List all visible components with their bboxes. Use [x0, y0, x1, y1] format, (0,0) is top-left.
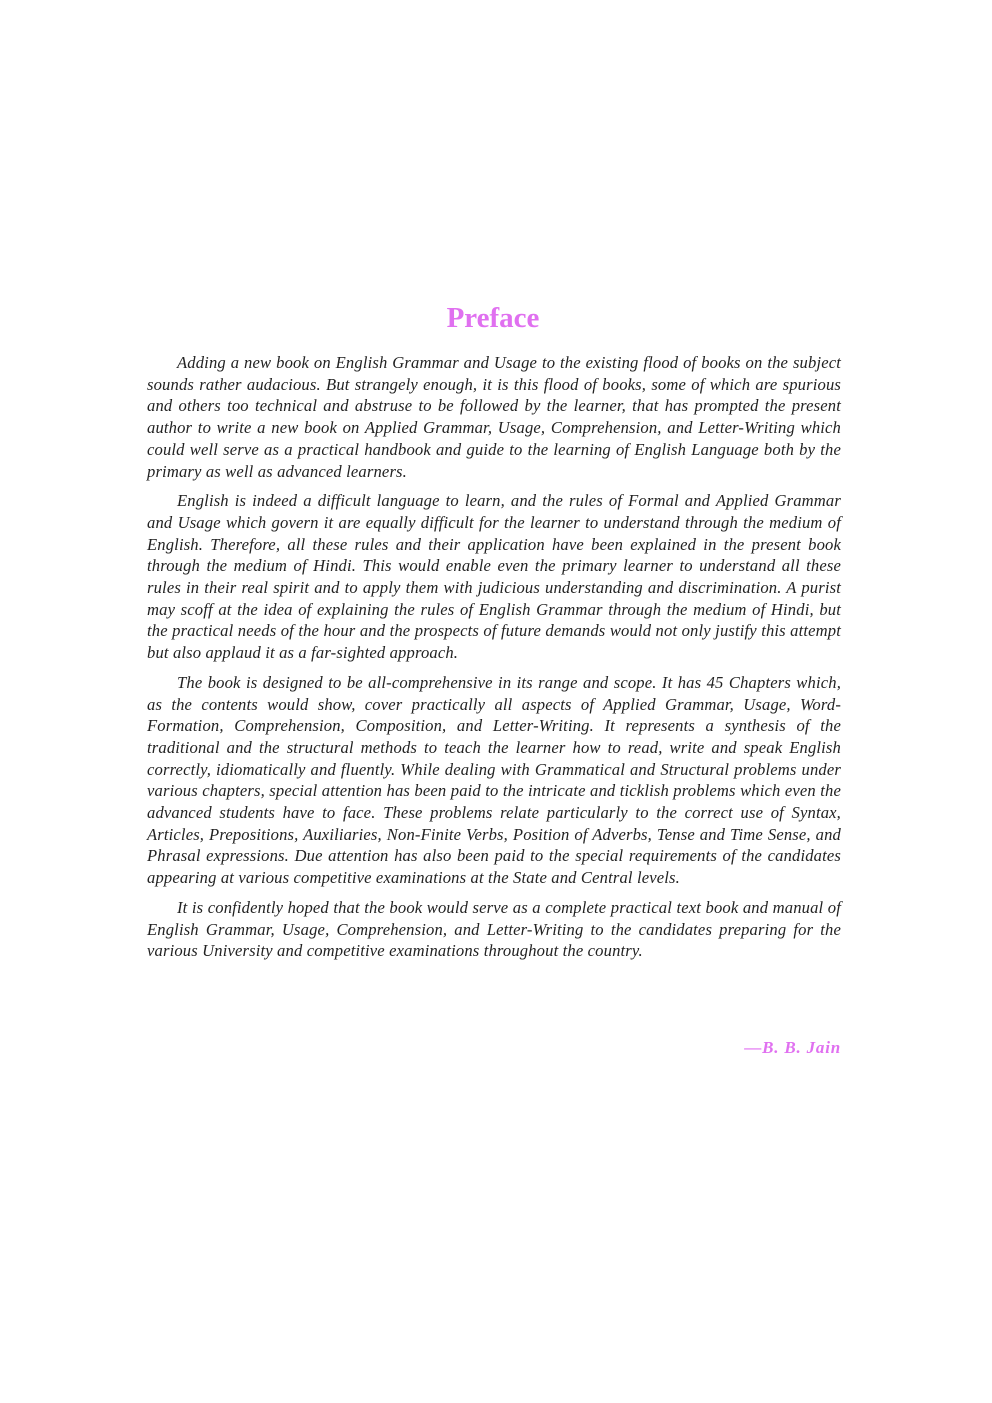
paragraph: Adding a new book on English Grammar and Usage to the existing flood of books on the subject sounds rather audacious. But strangely enough, it is this flood of books, some of which are spurious and others too technical and abstruse to be followed by the learner, that has prompted the present author to write a new book on Applied Grammar, Usage, Comprehension, and Letter-Writing which could well serve as a practical handbook and guide to the learning of English Language both by the primary as well as advanced learners.	[147, 353, 841, 481]
paragraph: It is confidently hoped that the book would serve as a complete practical text book and manual of English Grammar, Usage, Comprehension, and Letter-Writing to the candidates preparing for the various University and competitive examinations throughout the country.	[147, 897, 841, 961]
preface-body	[147, 352, 841, 970]
page-title: Preface	[446, 302, 540, 334]
paragraph: English is indeed a difficult language to learn, and the rules of Formal and Applied Grammar and Usage which govern it are equally difficult for the learner to understand through the medium of English. Therefore, all these rules and their application have been explained in the present book through the medium of Hindi. This would enable even the primary learner to understand all these rules in their real spirit and to apply them with judicious understanding and discrimination. A purist may scoff at the idea of explaining the rules of English Grammar through the medium of Hindi, but the practical needs of the hour and the prospects of future demands would not only justify this attempt but also applaud it as a far-sighted approach.	[147, 491, 841, 663]
paragraph: The book is designed to be all-comprehensive in its range and scope. It has 45 Chapters which, as the contents would show, cover practically all aspects of Applied Grammar, Usage, Word-Formation, Comprehension, Composition, and Letter-Writing. It represents a synthesis of the traditional and the structural methods to teach the learner how to read, write and speak English correctly, idiomatically and fluently. While dealing with Grammatical and Structural problems under various chapters, special attention has been paid to the intricate and ticklish problems which even the advanced students have to face. These problems relate particularly to the correct use of Syntax, Articles, Prepositions, Auxiliaries, Non-Finite Verbs, Position of Adverbs, Tense and Time Sense, and Phrasal expressions. Due attention has also been paid to the special requirements of the candidates appearing at various competitive examinations at the State and Central levels.	[147, 672, 841, 888]
author-signature: —B. B. Jain	[744, 1038, 841, 1057]
